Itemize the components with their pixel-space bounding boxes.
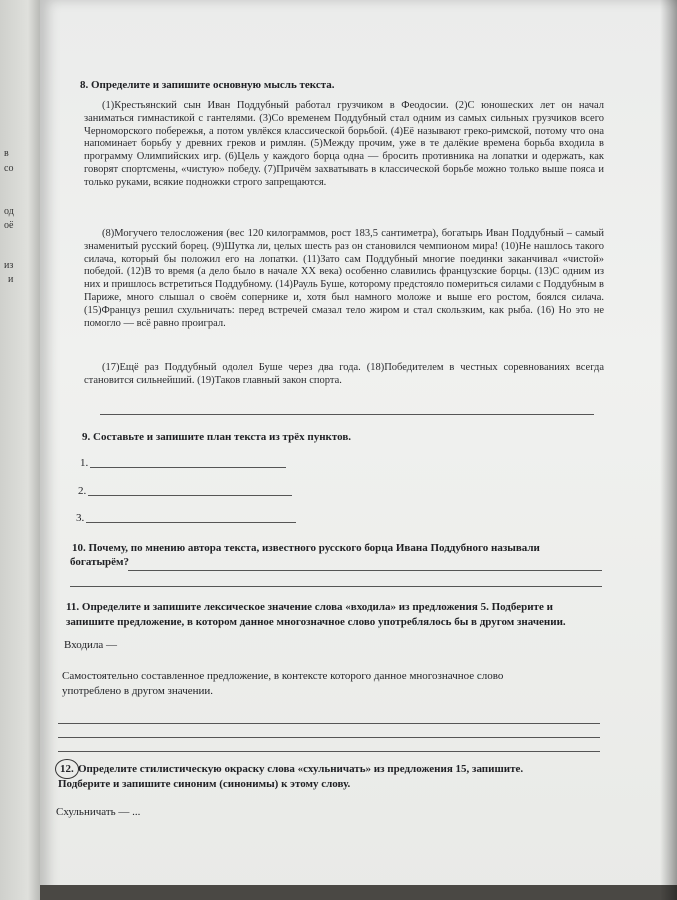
q8-answer-line[interactable] (100, 414, 594, 415)
q11-subtask-line-1: Самостоятельно составленное предложение, в контексте которого данное многозначное слово (62, 670, 504, 682)
q10-question-line-1: 10. Почему, по мнению автора текста, известного русского борца Ивана Поддубного называли (72, 542, 540, 554)
left-fragment: в (4, 148, 9, 159)
q12-question-line-2: Подберите и запишите синоним (синонимы) к этому слову. (58, 778, 351, 790)
q9-item-1-line[interactable] (90, 467, 286, 468)
q9-item-2-number: 2. (78, 485, 87, 497)
q8-paragraph-2: (8)Могучего телосложения (вес 120 килограммов, рост 183,5 сантиметра), богатырь Иван Поддубный – самый знаменитый русский борец. (9)Шутка ли, целых шесть раз он становился чемпионом мира! (10)Не нашлось такого силача, который бы положил его на лопатки. (11)Зато сам Поддубный многие поединки заканчивал «чистой» победой. (12)В то время (а дело было в начале XX века) особенно славились французские борцы. (13)С одним из них и пришлось встретиться Поддубному. (14)Рауль Буше, которому предстояло помериться силами с Поддубным в Париже, много слышал о своём сопернике и, хотя был намного моложе и выше его ростом, боялся силача. (15)Француз решил схульничать: перед встречей смазал тело жиром и стал скользким, как рыба. (16) Но это не помогло — всё равно проиграл. (84, 228, 604, 329)
q9-item-3-line[interactable] (86, 522, 296, 523)
left-fragment: од (4, 206, 14, 217)
q11-question-line-1: 11. Определите и запишите лексическое значение слова «входила» из предложения 5. Подберите и (66, 601, 553, 613)
q10-answer-line-2[interactable] (70, 586, 602, 587)
table-edge (40, 885, 677, 900)
q11-answer-label: Входила — (64, 639, 118, 651)
left-fragment: оё (4, 220, 14, 231)
left-fragment: из (4, 260, 14, 271)
q11-answer-line-1[interactable] (58, 723, 600, 724)
q9-item-2-line[interactable] (88, 495, 292, 496)
q12-question-line-1: Определите стилистическую окраску слова «схульничать» из предложения 15, запишите. (78, 763, 524, 775)
q11-answer-line-2[interactable] (58, 737, 600, 738)
q11-question-line-2: запишите предложение, в котором данное многозначное слово употреблялось бы в другом значении. (66, 616, 566, 628)
left-fragment: и (8, 274, 14, 285)
q11-subtask-line-2: употреблено в другом значении. (62, 685, 214, 697)
q12-answer-label: Схульничать — ... (56, 806, 141, 818)
left-page-edge (0, 0, 40, 900)
q8-paragraph-3: (17)Ещё раз Поддубный одолел Буше через два года. (18)Победителем в честных соревнованиях всегда становится сильнейший. (19)Таков главный закон спорта. (84, 362, 604, 386)
page-shadow (660, 0, 677, 900)
q9-item-1-number: 1. (80, 457, 89, 469)
q12-number: 12. (60, 763, 74, 775)
q8-heading: 8. Определите и запишите основную мысль текста. (80, 79, 335, 91)
q10-question-line-2: богатырём? (70, 556, 130, 568)
left-fragment: со (4, 163, 14, 174)
q10-answer-line-1[interactable] (128, 570, 602, 571)
q8-paragraph-1: (1)Крестьянский сын Иван Поддубный работал грузчиком в Феодосии. (2)С юношеских лет он начал заниматься гимнастикой с гантелями. (3)Со временем Поддубный стал одним из самых сильных грузчиков всего Черноморского побережья, а потом увлёкся классической борьбой. (4)Её называют греко-римской, потому что она напоминает борьбу у древних греков и римлян. (5)Между прочим, уже в те далёкие времена борьба входила в программу Олимпийских игр. (6)Цель у каждого борца одна — бросить противника на лопатки и одержать, как говорят спортсмены, «чистую» победу. (7)Причём захватывать в классической борьбе можно только выше пояса и только руками, всякие подножки строго запрещаются. (84, 100, 604, 188)
q9-heading: 9. Составьте и запишите план текста из трёх пунктов. (82, 431, 352, 443)
q9-item-3-number: 3. (76, 512, 85, 524)
q11-answer-line-3[interactable] (58, 751, 600, 752)
